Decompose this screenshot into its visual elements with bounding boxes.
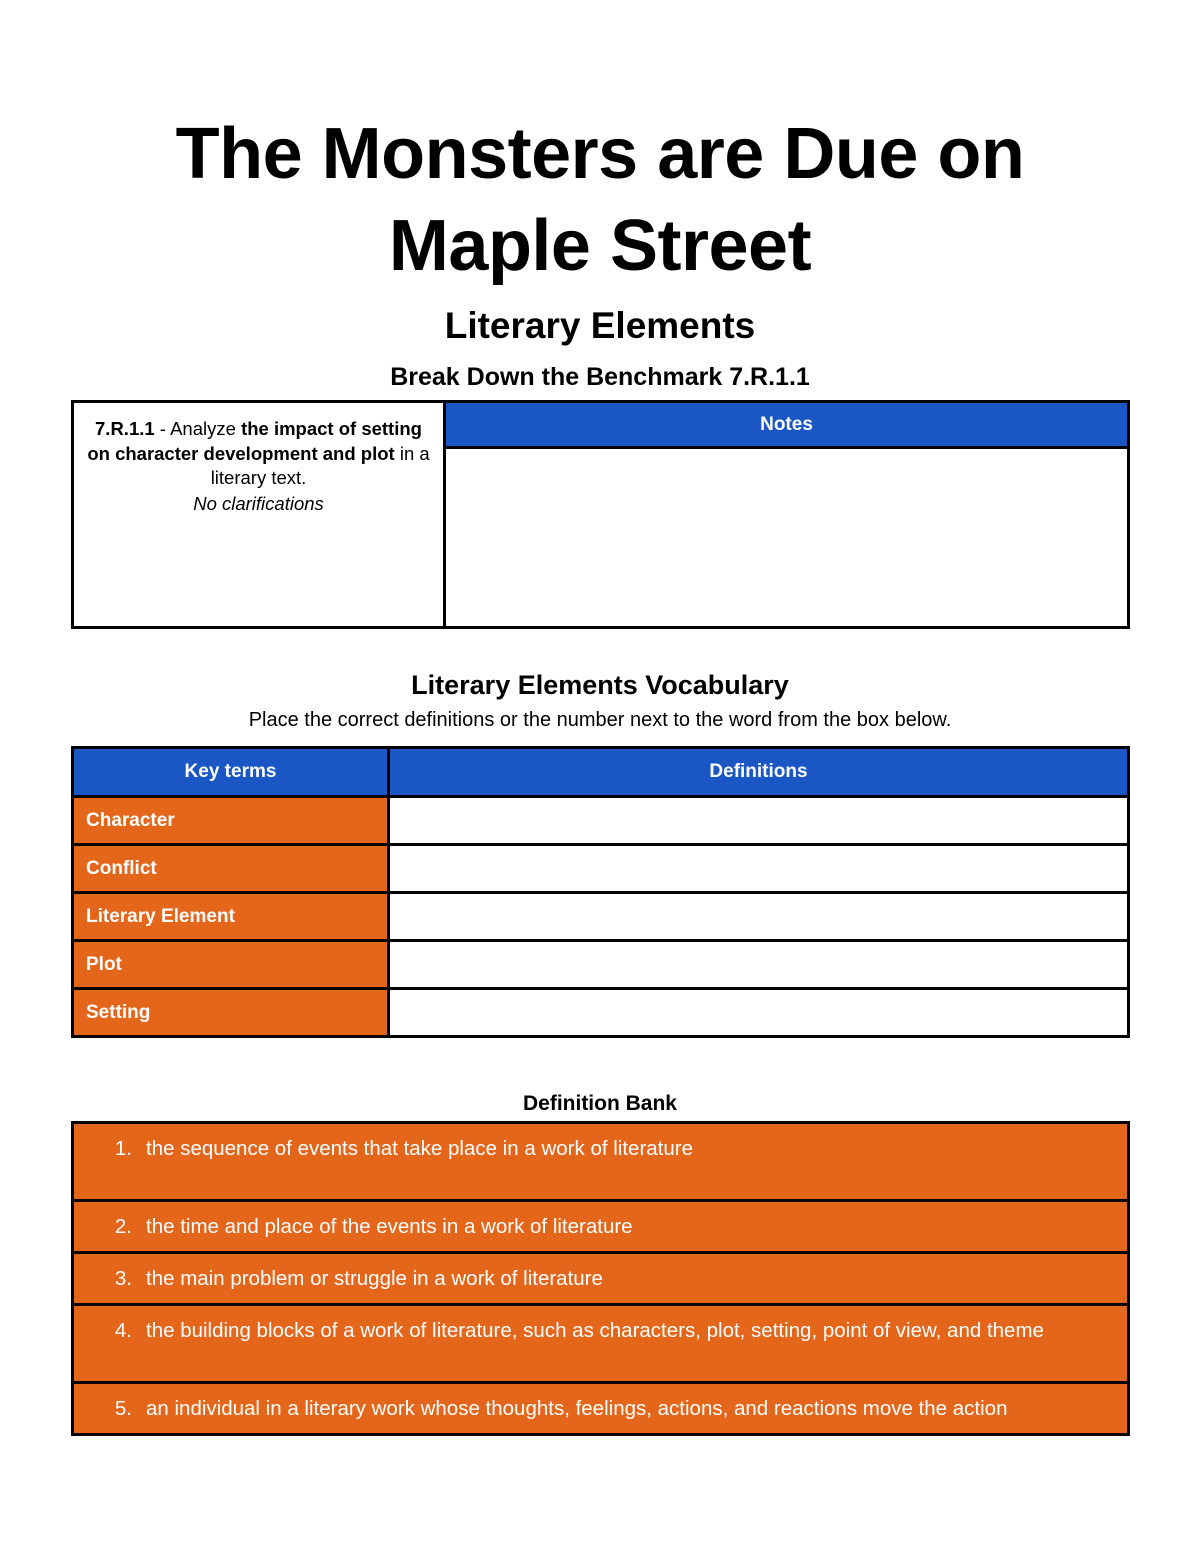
table-row — [73, 845, 1129, 893]
benchmark-notes-column — [446, 403, 1127, 626]
vocabulary-title: Literary Elements Vocabulary — [411, 670, 789, 700]
column-header-key-terms: Key terms — [73, 748, 389, 797]
table-row — [73, 941, 1129, 989]
table-row — [73, 893, 1129, 941]
clarifications-note: No clarifications — [193, 492, 324, 514]
standard-connector: - Analyze — [154, 418, 242, 439]
list-item-text: the sequence of events that take place in a work of literature — [146, 1137, 693, 1160]
list-item — [74, 1124, 1127, 1202]
page-subtitle: Literary Elements — [444, 305, 756, 346]
key-term-conflict: Conflict — [73, 845, 389, 893]
table-row — [73, 989, 1129, 1037]
standard-bold-phrase: the impact of setting on character development and plot — [87, 418, 422, 464]
list-item-number: 1. — [114, 1137, 132, 1160]
list-item — [74, 1254, 1127, 1306]
definition-bank-title: Definition Bank — [522, 1092, 677, 1115]
list-item-number: 4. — [114, 1319, 132, 1343]
list-item-text: the main problem or struggle in a work of literature — [146, 1267, 603, 1291]
list-item-text: an individual in a literary work whose thoughts, feelings, actions, and reactions move the action — [146, 1397, 1008, 1421]
key-term-literary-element: Literary Element — [73, 893, 389, 941]
page-title: The Monsters are Due on Maple Street — [175, 114, 1025, 287]
definition-input-character[interactable] — [389, 797, 1129, 845]
list-item-number: 5. — [114, 1397, 132, 1421]
list-item — [74, 1202, 1127, 1254]
list-item — [74, 1306, 1127, 1384]
vocabulary-instructions: Place the correct definitions or the number next to the word from the box below. — [248, 709, 952, 731]
table-header-row — [73, 748, 1129, 797]
key-term-plot: Plot — [73, 941, 389, 989]
definition-input-plot[interactable] — [389, 941, 1129, 989]
list-item-number: 2. — [114, 1215, 132, 1238]
key-term-setting: Setting — [73, 989, 389, 1037]
benchmark-heading: Break Down the Benchmark 7.R.1.1 — [390, 363, 810, 391]
standard-tail: in a literary text. — [210, 442, 430, 489]
list-item-text: the time and place of the events in a work of literature — [146, 1215, 633, 1238]
list-item — [74, 1384, 1127, 1433]
definition-input-conflict[interactable] — [389, 845, 1129, 893]
benchmark-standard-cell — [74, 403, 446, 626]
table-row — [73, 797, 1129, 845]
definition-bank — [71, 1121, 1130, 1436]
vocabulary-table — [71, 746, 1130, 1038]
notes-column-header: Notes — [446, 403, 1127, 449]
column-header-definitions: Definitions — [389, 748, 1129, 797]
standard-code: 7.R.1.1 — [95, 418, 155, 439]
list-item-text: the building blocks of a work of literature, such as characters, plot, setting, point of view, and theme — [146, 1319, 1044, 1343]
notes-input-area[interactable] — [446, 449, 1127, 626]
definition-input-literary-element[interactable] — [389, 893, 1129, 941]
key-term-character: Character — [73, 797, 389, 845]
benchmark-table — [71, 400, 1130, 629]
definition-input-setting[interactable] — [389, 989, 1129, 1037]
list-item-number: 3. — [114, 1267, 132, 1291]
